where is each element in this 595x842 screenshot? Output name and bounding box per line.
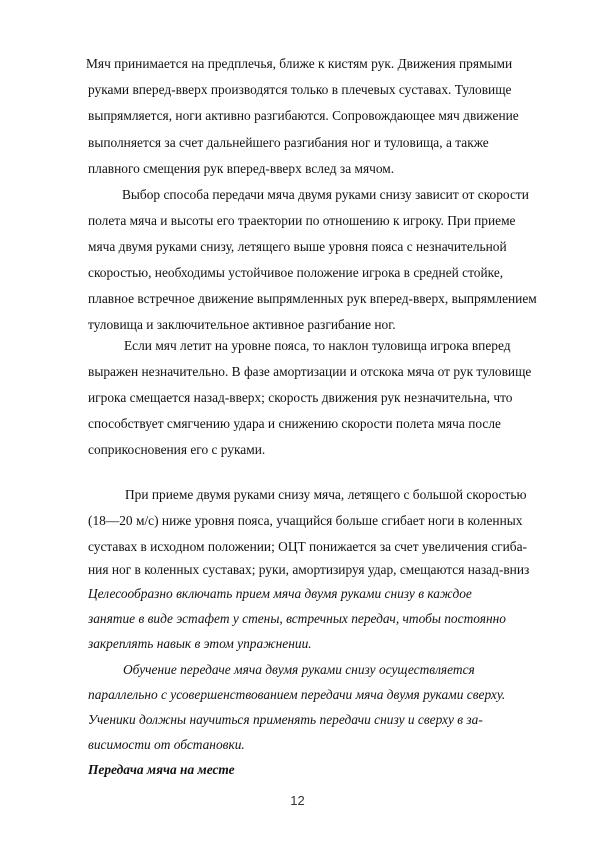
text-line: плавное встречное движение выпрямленных рук вперед-вверх, выпрямлением [88, 291, 537, 306]
text-line: плавного смещения рук вперед-вверх вслед за мячом. [88, 161, 395, 176]
text-line: туловища и заключительное активное разгибание ног. [88, 317, 396, 332]
text-line: Мяч принимается на предплечья, ближе к кистям рук. Движения прямыми [86, 56, 513, 71]
text-line: скоростью, необходимы устойчивое положение игрока в средней стойке, [88, 265, 504, 280]
text-line: руками вперед-вверх производятся только в плечевых суставах. Туловище [88, 82, 512, 97]
text-line: выполняется за счет дальнейшего разгибания ног и туловища, а также [88, 135, 489, 150]
text-line: Выбор способа передачи мяча двумя руками снизу зависит от скорости [122, 187, 529, 202]
text-line: выпрямляется, ноги активно разгибаются. Сопровождающее мяч движение [88, 108, 519, 123]
text-line: висимости от обстановки. [88, 737, 245, 752]
text-line: мяча двумя руками снизу, летящего выше уровня пояса с незначительной [88, 239, 507, 254]
text-line: При приеме двумя руками снизу мяча, летящего с большой скоростью [125, 487, 527, 502]
text-line: соприкосновения его с руками. [88, 442, 266, 457]
text-line: Если мяч летит на уровне пояса, то наклон туловища игрока вперед [124, 338, 511, 353]
text-line: суставах в исходном положении; ОЦТ понижается за счет увеличения сгиба- [88, 539, 528, 554]
text-line: игрока смещается назад-вверх; скорость движения рук незначительна, что [88, 390, 513, 405]
text-line: Ученики должны научиться применять передачи снизу и сверху в за- [88, 712, 483, 727]
text-line: выражен незначительно. В фазе амортизации и отскока мяча от рук туловище [88, 364, 532, 379]
text-line: полета мяча и высоты его траектории по отношению к игроку. При приеме [88, 213, 516, 228]
text-line: (18—20 м/с) ниже уровня пояса, учащийся больше сгибает ноги в коленных [88, 513, 523, 528]
text-line: параллельно с усовершенствованием передачи мяча двумя руками сверху. [88, 687, 506, 702]
section-heading: Передача мяча на месте [88, 762, 235, 777]
text-line: занятие в виде эстафет у стены, встречных передач, чтобы постоянно [88, 611, 506, 626]
text-line: Целесообразно включать прием мяча двумя руками снизу в каждое [88, 586, 472, 601]
page-number: 12 [290, 793, 305, 808]
text-line: Обучение передаче мяча двумя руками снизу осуществляется [123, 662, 475, 677]
text-line: ния ног в коленных суставах; руки, амортизируя удар, смещаются назад-вниз [88, 562, 530, 577]
text-line: способствует смягчению удара и снижению скорости полета мяча после [88, 416, 501, 431]
text-line: закреплять навык в этом упражнении. [88, 636, 312, 651]
